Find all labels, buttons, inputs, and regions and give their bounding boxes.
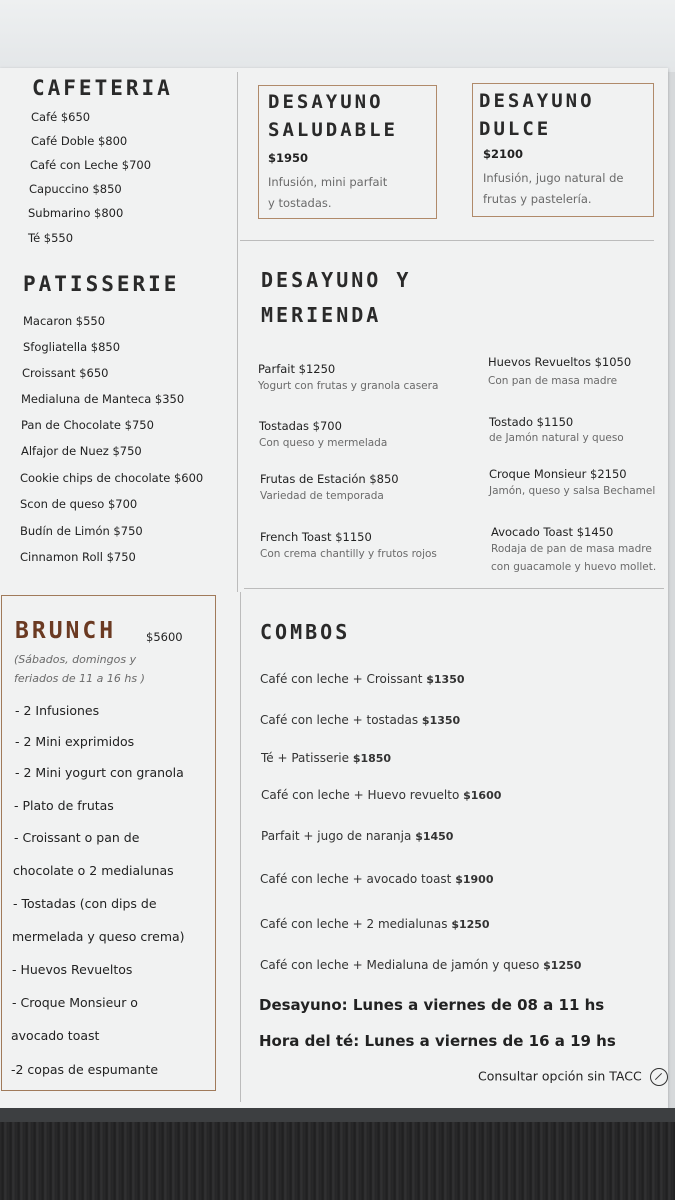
desayuno-dulce-price: $2100: [483, 147, 524, 161]
list-item: Sfogliatella $850: [23, 340, 121, 354]
cafeteria-title: CAFETERIA: [32, 76, 173, 100]
desayuno-merienda-title: MERIENDA: [261, 303, 382, 327]
list-item: Capuccino $850: [29, 182, 122, 196]
desayuno-dulce-title: DESAYUNO: [479, 90, 595, 112]
list-item: Café Doble $800: [31, 134, 128, 148]
combo-text: Café con leche + Medialuna de jamón y queso: [260, 958, 540, 972]
menu-item-name: Tostado $1150: [489, 415, 574, 429]
combo-price: $1900: [455, 873, 494, 886]
te-schedule: Hora del té: Lunes a viernes de 16 a 19 hs: [259, 1032, 616, 1050]
desayuno-dulce-title: DULCE: [479, 118, 552, 140]
combo-item: [260, 917, 490, 931]
patisserie-title: PATISSERIE: [23, 272, 180, 296]
combo-price: $1600: [463, 789, 502, 802]
menu-item-desc: de Jamón natural y queso: [489, 432, 624, 444]
combo-item: [261, 829, 453, 843]
list-item: - 2 Mini exprimidos: [15, 734, 135, 749]
list-item: - Plato de frutas: [14, 798, 114, 813]
combo-text: Café con leche + Huevo revuelto: [261, 788, 460, 802]
list-item: -2 copas de espumante: [11, 1062, 159, 1077]
menu-item-name: French Toast $1150: [260, 530, 372, 544]
desayuno-saludable-title: DESAYUNO: [268, 91, 384, 113]
combo-price: $1250: [451, 918, 490, 931]
gluten-free-icon: [650, 1068, 668, 1086]
list-item: Scon de queso $700: [20, 497, 138, 511]
menu-item-desc: Variedad de temporada: [260, 490, 384, 502]
menu-item-desc: Jamón, queso y salsa Bechamel: [489, 485, 656, 497]
menu-item-name: Croque Monsieur $2150: [489, 467, 627, 481]
list-item: Budín de Limón $750: [20, 524, 143, 538]
list-item: - Huevos Revueltos: [12, 962, 133, 977]
combo-item: [261, 788, 501, 802]
list-item: Alfajor de Nuez $750: [21, 444, 142, 458]
list-item: Café con Leche $700: [30, 158, 152, 172]
list-item: Medialuna de Manteca $350: [21, 392, 185, 406]
combo-text: Café con leche + 2 medialunas: [260, 917, 448, 931]
section-divider: [240, 240, 654, 241]
combo-price: $1850: [352, 752, 392, 765]
combo-text: Parfait + jugo de naranja: [261, 829, 412, 843]
menu-item-desc: Con crema chantilly y frutos rojos: [260, 548, 437, 560]
brunch-note: (Sábados, domingos y: [14, 653, 137, 666]
combo-price: $1250: [543, 959, 582, 972]
menu-item-name: Huevos Revueltos $1050: [488, 355, 632, 369]
list-item: Macaron $550: [23, 314, 106, 328]
list-item: avocado toast: [11, 1028, 100, 1043]
list-item: Pan de Chocolate $750: [21, 418, 154, 432]
menu-item-name: Parfait $1250: [258, 362, 336, 376]
desayuno-saludable-title: SALUDABLE: [268, 119, 398, 141]
list-item: - Tostadas (con dips de: [13, 896, 157, 911]
table-surface: [0, 1108, 675, 1200]
brunch-title: BRUNCH: [15, 618, 117, 644]
combo-item: [261, 751, 391, 765]
tacc-text: Consultar opción sin TACC: [478, 1068, 642, 1084]
brunch-note: feriados de 11 a 16 hs ): [14, 672, 145, 685]
menu-item-name: Tostadas $700: [259, 419, 342, 433]
desayuno-merienda-title: DESAYUNO Y: [261, 268, 412, 292]
menu-item-name: Frutas de Estación $850: [260, 472, 399, 486]
combo-item: [260, 672, 465, 686]
list-item: Té $550: [28, 231, 74, 245]
combos-title: COMBOS: [260, 620, 351, 644]
brunch-price: $5600: [146, 630, 183, 644]
menu-item-name: Avocado Toast $1450: [491, 525, 614, 539]
combo-item: [260, 958, 581, 972]
list-item: Café $650: [31, 110, 91, 124]
combo-price: $1450: [415, 830, 454, 843]
column-divider-lower: [240, 592, 241, 1102]
combo-text: Café con leche + avocado toast: [260, 872, 452, 886]
combo-text: Café con leche + Croissant: [260, 672, 423, 686]
combo-text: Café con leche + tostadas: [260, 713, 419, 727]
menu-item-desc: Rodaja de pan de masa madre: [491, 543, 652, 555]
menu-item-desc: Con queso y mermelada: [259, 437, 388, 449]
list-item: mermelada y queso crema): [12, 929, 185, 944]
combo-price: $1350: [421, 714, 461, 727]
list-item: chocolate o 2 medialunas: [13, 863, 174, 878]
list-item: - 2 Mini yogurt con granola: [15, 765, 184, 780]
desayuno-saludable-desc: Infusión, mini parfait: [268, 175, 388, 189]
list-item: Croissant $650: [22, 366, 109, 380]
list-item: Submarino $800: [28, 206, 124, 220]
combo-item: [260, 872, 494, 886]
desayuno-saludable-desc: y tostadas.: [268, 196, 332, 210]
combo-price: $1350: [426, 673, 465, 686]
list-item: - Croissant o pan de: [14, 830, 140, 845]
list-item: - Croque Monsieur o: [12, 995, 138, 1010]
menu-item-desc: con guacamole y huevo mollet.: [491, 561, 657, 573]
list-item: Cinnamon Roll $750: [20, 550, 136, 564]
desayuno-dulce-desc: frutas y pastelería.: [483, 192, 592, 206]
list-item: - 2 Infusiones: [15, 703, 100, 718]
list-item: Cookie chips de chocolate $600: [20, 471, 204, 485]
combo-item: [260, 713, 460, 727]
section-divider: [244, 588, 664, 589]
desayuno-schedule: Desayuno: Lunes a viernes de 08 a 11 hs: [259, 996, 605, 1014]
menu-item-desc: Con pan de masa madre: [488, 375, 618, 387]
menu-item-desc: Yogurt con frutas y granola casera: [258, 380, 439, 392]
desayuno-saludable-price: $1950: [268, 151, 309, 165]
column-divider: [237, 72, 238, 592]
page-top-fold: [0, 0, 675, 72]
tacc-note: [478, 1068, 668, 1086]
desayuno-dulce-desc: Infusión, jugo natural de: [483, 171, 624, 185]
combo-text: Té + Patisserie: [261, 751, 349, 765]
